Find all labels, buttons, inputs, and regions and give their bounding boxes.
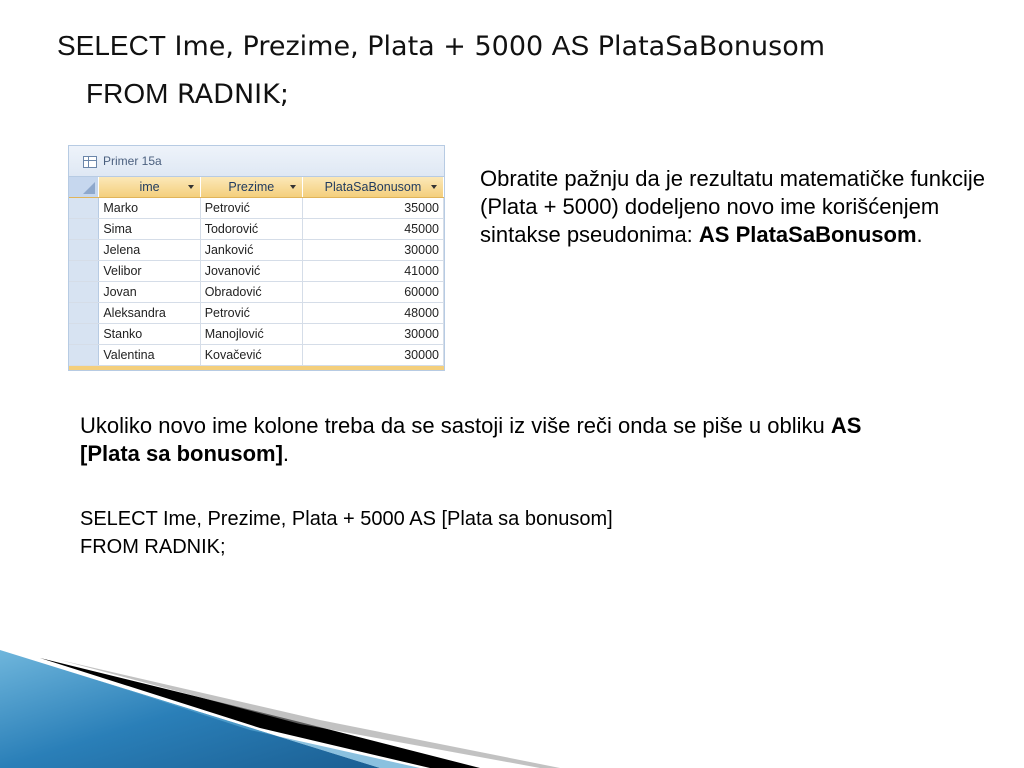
- column-header-label: ime: [139, 180, 160, 194]
- select-all-corner[interactable]: [69, 177, 99, 198]
- title-text-alias: PlataSaBonusom: [589, 31, 826, 62]
- cell-plata[interactable]: 60000: [302, 282, 443, 303]
- column-header-label: Prezime: [228, 180, 275, 194]
- cell-ime[interactable]: Stanko: [99, 324, 200, 345]
- table-row[interactable]: [69, 261, 444, 282]
- row-selector[interactable]: [69, 219, 99, 240]
- cell-prezime[interactable]: Petrović: [200, 198, 302, 219]
- note-text: Obratite pažnju da je rezultatu matematičke funkcije (Plata + 5000) dodeljeno novo ime korišćenjem sintakse pseudonima:: [480, 166, 986, 247]
- table-row[interactable]: [69, 303, 444, 324]
- dropdown-arrow-icon[interactable]: [431, 185, 437, 189]
- sql-example: [80, 505, 613, 561]
- table-row[interactable]: [69, 240, 444, 261]
- cell-ime[interactable]: Valentina: [99, 345, 200, 366]
- alias-note-paragraph: [480, 165, 1010, 249]
- row-selector[interactable]: [69, 303, 99, 324]
- query-icon: [83, 156, 97, 168]
- table-row[interactable]: [69, 219, 444, 240]
- table-row[interactable]: [69, 282, 444, 303]
- sql-title-line-2: [86, 78, 289, 110]
- multiword-alias-paragraph: [80, 412, 920, 468]
- datasheet-tab[interactable]: [69, 146, 444, 177]
- cell-plata[interactable]: 30000: [302, 324, 443, 345]
- dropdown-arrow-icon[interactable]: [188, 185, 194, 189]
- cell-prezime[interactable]: Obradović: [200, 282, 302, 303]
- info-end: .: [282, 441, 290, 466]
- row-selector[interactable]: [69, 261, 99, 282]
- cell-prezime[interactable]: Todorović: [200, 219, 302, 240]
- cell-plata[interactable]: 35000: [302, 198, 443, 219]
- sql-example-line-2: FROM RADNIK;: [80, 536, 226, 558]
- cell-prezime[interactable]: Kovačević: [200, 345, 302, 366]
- cell-plata[interactable]: 48000: [302, 303, 443, 324]
- row-selector[interactable]: [69, 240, 99, 261]
- cell-ime[interactable]: Aleksandra: [99, 303, 200, 324]
- cell-plata[interactable]: 41000: [302, 261, 443, 282]
- table-row[interactable]: [69, 198, 444, 219]
- query-result-datasheet: [68, 145, 445, 371]
- datasheet-title: Primer 15a: [103, 154, 162, 168]
- column-header-platasabonusom[interactable]: [302, 177, 443, 198]
- sql-title-line-1: [57, 30, 825, 62]
- keyword-select: SELECT: [57, 30, 166, 61]
- keyword-from: FROM: [86, 78, 169, 109]
- cell-prezime[interactable]: Janković: [200, 240, 302, 261]
- cell-ime[interactable]: Sima: [99, 219, 200, 240]
- row-selector[interactable]: [69, 198, 99, 219]
- cell-plata[interactable]: 30000: [302, 240, 443, 261]
- cell-prezime[interactable]: Manojlović: [200, 324, 302, 345]
- cell-ime[interactable]: Jovan: [99, 282, 200, 303]
- note-end: .: [916, 222, 923, 247]
- column-header-ime[interactable]: [99, 177, 200, 198]
- row-selector[interactable]: [69, 345, 99, 366]
- row-selector[interactable]: [69, 282, 99, 303]
- row-selector[interactable]: [69, 324, 99, 345]
- cell-prezime[interactable]: Jovanović: [200, 261, 302, 282]
- table-row[interactable]: [69, 345, 444, 366]
- column-header-label: PlataSaBonusom: [324, 180, 422, 194]
- cell-ime[interactable]: Jelena: [99, 240, 200, 261]
- dropdown-arrow-icon[interactable]: [290, 185, 296, 189]
- cell-ime[interactable]: Velibor: [99, 261, 200, 282]
- cell-ime[interactable]: Marko: [99, 198, 200, 219]
- info-text: Ukoliko novo ime kolone treba da se sastoji iz više reči onda se piše u obliku: [80, 413, 831, 438]
- result-table: [69, 177, 444, 366]
- keyword-as: AS: [551, 30, 590, 61]
- sql-example-line-1: SELECT Ime, Prezime, Plata + 5000 AS [Plata sa bonusom]: [80, 508, 613, 530]
- title-text-columns: Ime, Prezime, Plata + 5000: [165, 31, 552, 62]
- datasheet-bottom-border: [69, 366, 444, 370]
- title-text-table: RADNIK;: [168, 79, 289, 110]
- cell-prezime[interactable]: Petrović: [200, 303, 302, 324]
- cell-plata[interactable]: 30000: [302, 345, 443, 366]
- note-bold-alias: AS PlataSaBonusom: [698, 222, 917, 247]
- info-bold-alias: AS [Plata sa bonusom]: [80, 413, 862, 466]
- decorative-swoosh: [0, 630, 1024, 768]
- table-row[interactable]: [69, 324, 444, 345]
- cell-plata[interactable]: 45000: [302, 219, 443, 240]
- column-header-prezime[interactable]: [200, 177, 302, 198]
